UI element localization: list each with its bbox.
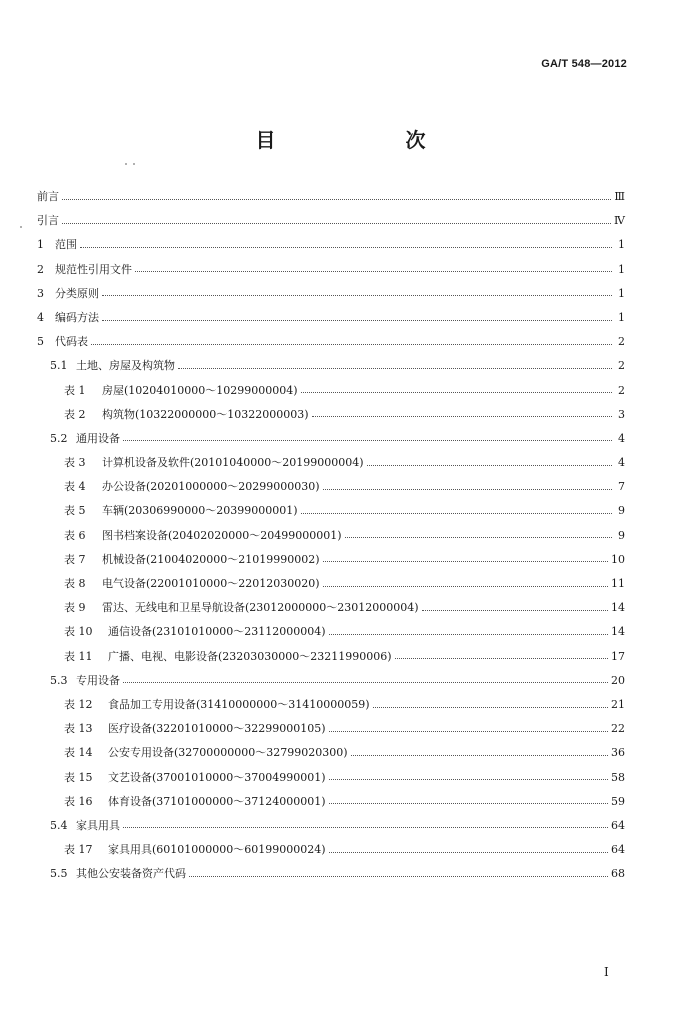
toc-entry-number: 5.1 [50, 359, 68, 373]
toc-entry-page: 58 [611, 770, 625, 784]
toc-entry [37, 451, 625, 475]
toc-entry-page: 64 [611, 843, 625, 857]
toc-entry-title: 机械设备(21004020000～21019990002) [102, 552, 320, 566]
dot-leader [80, 247, 612, 248]
scan-speck [20, 226, 22, 228]
toc-entry-page: 2 [618, 383, 625, 397]
toc-entry-number: 表 3 [64, 456, 86, 470]
dot-leader [323, 586, 608, 587]
toc-entry-page: 4 [618, 456, 625, 470]
dot-leader [301, 513, 612, 514]
toc-entry-title: 编码方法 [55, 310, 99, 324]
toc-entry [37, 814, 625, 838]
toc-entry-page: 2 [618, 335, 625, 349]
toc-entry-page: 64 [611, 818, 625, 832]
toc-entry-number: 3 [37, 286, 44, 300]
toc-entry-title: 土地、房屋及构筑物 [76, 359, 175, 373]
toc-entry-page: 17 [611, 649, 625, 663]
toc-entry-title: 引言 [37, 214, 59, 228]
toc-entry-title: 雷达、无线电和卫星导航设备(23012000000～23012000004) [102, 601, 419, 615]
toc-entry-number: 5.5 [50, 867, 68, 881]
toc-title: 目 次 [255, 128, 456, 152]
toc-entry-page: 59 [611, 794, 625, 808]
dot-leader [422, 610, 608, 611]
toc-entry-number: 5.3 [50, 673, 68, 687]
toc-entry-page: 9 [618, 504, 625, 518]
table-of-contents [37, 185, 625, 886]
dot-leader [102, 295, 612, 296]
toc-entry-title: 计算机设备及软件(20101040000～20199000004) [102, 456, 364, 470]
toc-entry-page: Ⅳ [614, 214, 625, 228]
toc-entry-number: 5.2 [50, 431, 68, 445]
toc-entry-title: 电气设备(22001010000～22012030020) [102, 577, 320, 590]
dot-leader [351, 755, 608, 756]
dot-leader [329, 852, 608, 853]
toc-entry [37, 306, 625, 330]
toc-entry-title: 广播、电视、电影设备(23203030000～23211990006) [108, 649, 392, 663]
toc-entry-number: 表 17 [64, 843, 93, 857]
toc-entry-page: 7 [618, 480, 625, 494]
toc-entry [37, 790, 625, 814]
toc-entry-page: 36 [611, 746, 625, 760]
toc-entry [37, 838, 625, 862]
toc-entry [37, 669, 625, 693]
toc-entry-page: 1 [618, 262, 625, 276]
toc-entry-page: 2 [618, 359, 625, 373]
toc-entry-number: 表 11 [64, 649, 93, 663]
toc-entry-number: 表 7 [64, 552, 86, 566]
dot-leader [91, 344, 612, 345]
toc-entry-title: 通用设备 [76, 431, 120, 445]
dot-leader [329, 634, 608, 635]
toc-entry-number: 表 1 [64, 383, 86, 397]
toc-entry-title: 家具用具(60101000000～60199000024) [108, 843, 326, 857]
toc-entry-title: 文艺设备(37001010000～37004990001) [108, 770, 326, 784]
toc-entry-page: 9 [618, 528, 625, 542]
toc-entry-title: 规范性引用文件 [55, 262, 132, 276]
toc-entry-title: 房屋(10204010000～10299000004) [102, 383, 298, 397]
dot-leader [62, 223, 611, 224]
toc-entry [37, 596, 625, 620]
toc-entry [37, 475, 625, 499]
toc-entry-number: 表 10 [64, 625, 93, 639]
toc-entry [37, 862, 625, 886]
toc-entry-title: 图书档案设备(20402020000～20499000001) [102, 528, 342, 542]
toc-entry-page: 14 [611, 601, 625, 615]
toc-entry-number: 表 16 [64, 794, 93, 808]
dot-leader [345, 537, 612, 538]
toc-entry-page: 21 [611, 697, 625, 711]
toc-entry-page: Ⅲ [614, 190, 625, 203]
standard-code: GA/T 548—2012 [541, 58, 627, 70]
dot-leader [395, 658, 608, 659]
toc-entry-number: 2 [37, 262, 44, 276]
dot-leader [123, 827, 608, 828]
toc-entry-title: 办公设备(20201000000～20299000030) [102, 480, 320, 494]
toc-entry [37, 330, 625, 354]
toc-entry [37, 766, 625, 790]
toc-entry-title: 家具用具 [76, 818, 120, 832]
toc-entry [37, 403, 625, 427]
toc-entry [37, 354, 625, 378]
toc-entry [37, 741, 625, 765]
dot-leader [323, 489, 612, 490]
toc-entry-number: 表 6 [64, 528, 86, 542]
dot-leader [135, 271, 612, 272]
toc-entry-page: 1 [618, 310, 625, 324]
toc-entry-number: 表 14 [64, 746, 93, 760]
toc-entry [37, 548, 625, 572]
footer-page-number: I [604, 965, 609, 979]
toc-entry [37, 282, 625, 306]
toc-entry-number: 表 9 [64, 601, 86, 615]
dot-leader [301, 392, 612, 393]
toc-entry [37, 717, 625, 741]
dot-leader [329, 803, 608, 804]
dot-leader [102, 320, 612, 321]
scan-speck [125, 163, 127, 165]
toc-entry-number: 表 12 [64, 697, 93, 711]
toc-entry-page: 1 [618, 286, 625, 300]
toc-entry-number: 表 5 [64, 504, 86, 518]
toc-entry-title: 分类原则 [55, 286, 99, 300]
toc-entry-page: 22 [611, 722, 625, 736]
toc-entry [37, 693, 625, 717]
toc-entry-title: 代码表 [55, 335, 88, 349]
toc-entry-number: 1 [37, 238, 44, 252]
toc-entry-page: 68 [611, 867, 625, 881]
toc-entry-number: 表 2 [64, 407, 86, 421]
toc-entry-page: 11 [611, 577, 625, 590]
toc-entry-number: 表 13 [64, 722, 93, 736]
dot-leader [329, 731, 608, 732]
toc-entry-page: 20 [611, 673, 625, 687]
toc-entry-page: 4 [618, 431, 625, 445]
dot-leader [312, 416, 612, 417]
dot-leader [62, 199, 611, 200]
toc-entry-number: 4 [37, 310, 44, 324]
toc-entry-title: 前言 [37, 190, 59, 203]
dot-leader [323, 561, 608, 562]
toc-entry-title: 专用设备 [76, 673, 120, 687]
toc-entry-title: 食品加工专用设备(31410000000～31410000059) [108, 697, 370, 711]
toc-entry-number: 表 15 [64, 770, 93, 784]
toc-entry-number: 表 8 [64, 577, 86, 590]
dot-leader [373, 707, 608, 708]
toc-entry-title: 体育设备(37101000000～37124000001) [108, 794, 326, 808]
dot-leader [178, 368, 612, 369]
dot-leader [189, 876, 608, 877]
toc-entry-page: 3 [618, 407, 625, 421]
toc-entry [37, 233, 625, 257]
dot-leader [123, 440, 612, 441]
toc-entry-title: 范围 [55, 238, 77, 252]
toc-entry-title: 公安专用设备(32700000000～32799020300) [108, 746, 348, 760]
toc-entry-number: 5.4 [50, 818, 68, 832]
toc-entry [37, 427, 625, 451]
toc-entry [37, 524, 625, 548]
toc-entry-number: 表 4 [64, 480, 86, 494]
toc-entry-page: 1 [618, 238, 625, 252]
toc-entry-title: 构筑物(10322000000～10322000003) [102, 407, 309, 421]
toc-entry-title: 车辆(20306990000～20399000001) [102, 504, 298, 518]
toc-entry-number: 5 [37, 335, 44, 349]
toc-entry [37, 620, 625, 644]
toc-entry [37, 499, 625, 523]
toc-entry-title: 其他公安装备资产代码 [76, 867, 186, 881]
toc-entry [37, 258, 625, 282]
toc-entry-title: 医疗设备(32201010000～32299000105) [108, 722, 326, 736]
toc-entry-page: 14 [611, 625, 625, 639]
toc-entry-page: 10 [611, 552, 625, 566]
toc-entry-title: 通信设备(23101010000～23112000004) [108, 625, 326, 639]
scan-speck [133, 163, 135, 165]
dot-leader [367, 465, 612, 466]
toc-entry [37, 645, 625, 669]
dot-leader [123, 682, 608, 683]
toc-entry [37, 185, 625, 209]
toc-entry [37, 379, 625, 403]
toc-entry [37, 209, 625, 233]
dot-leader [329, 779, 608, 780]
toc-entry [37, 572, 625, 596]
